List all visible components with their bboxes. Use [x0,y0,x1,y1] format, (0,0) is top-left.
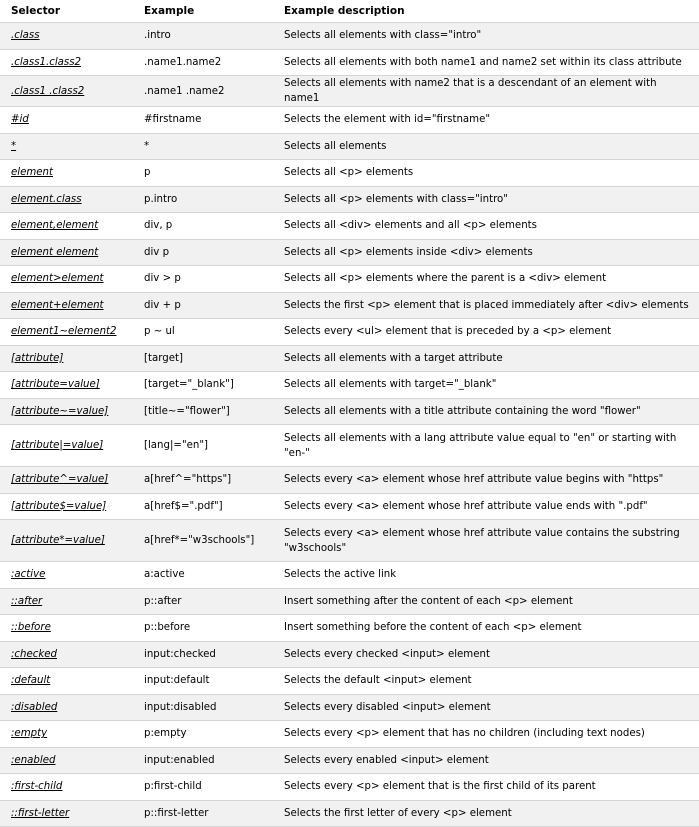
description-cell: Selects every <ul> element that is preceded by a <p> element [273,319,699,346]
description-cell: Selects every <a> element whose href attribute value begins with "https" [273,467,699,494]
example-cell: input:disabled [133,694,273,721]
description-cell: Insert something after the content of each <p> element [273,588,699,615]
selector-link[interactable]: .class [0,23,133,50]
example-cell: div, p [133,213,273,240]
selector-link[interactable]: :disabled [0,694,133,721]
selector-link[interactable]: [attribute~=value] [0,398,133,425]
selector-link[interactable]: * [0,133,133,160]
example-cell: a:active [133,562,273,589]
example-cell: .intro [133,23,273,50]
selector-link[interactable]: ::after [0,588,133,615]
description-cell: Selects all <div> elements and all <p> elements [273,213,699,240]
example-cell: p.intro [133,186,273,213]
selector-link[interactable]: element1~element2 [0,319,133,346]
example-cell: div + p [133,292,273,319]
example-cell: p::after [133,588,273,615]
table-row [0,641,699,668]
description-cell: Selects every <a> element whose href attribute value contains the substring "w3schools" [273,520,699,562]
description-cell: Selects every <a> element whose href attribute value ends with ".pdf" [273,493,699,520]
description-cell: Selects the first <p> element that is placed immediately after <div> elements [273,292,699,319]
example-cell: a[href$=".pdf"] [133,493,273,520]
table-row [0,800,699,827]
description-cell: Selects all <p> elements inside <div> elements [273,239,699,266]
example-cell: a[href*="w3schools"] [133,520,273,562]
table-row [0,239,699,266]
table-row [0,493,699,520]
table-row [0,292,699,319]
table-row [0,160,699,187]
example-cell: [title~="flower"] [133,398,273,425]
selector-link[interactable]: element,element [0,213,133,240]
column-header-description: Example description [273,0,699,23]
selector-link[interactable]: [attribute=value] [0,372,133,399]
table-row [0,266,699,293]
table-row [0,345,699,372]
description-cell: Selects all elements with a lang attribute value equal to "en" or starting with "en-" [273,425,699,467]
table-row [0,372,699,399]
selector-link[interactable]: .class1.class2 [0,49,133,76]
column-header-selector: Selector [0,0,133,23]
table-row [0,186,699,213]
table-row [0,107,699,134]
selector-link[interactable]: [attribute^=value] [0,467,133,494]
description-cell: Selects the active link [273,562,699,589]
table-row [0,133,699,160]
description-cell: Selects all elements with name2 that is a descendant of an element with name1 [273,76,699,107]
selector-link[interactable]: element [0,160,133,187]
selector-link[interactable]: [attribute*=value] [0,520,133,562]
selector-link[interactable]: :enabled [0,747,133,774]
selector-link[interactable]: :first-child [0,774,133,801]
table-row [0,747,699,774]
example-cell: p:first-child [133,774,273,801]
example-cell: div > p [133,266,273,293]
description-cell: Selects all elements [273,133,699,160]
table-row [0,23,699,50]
description-cell: Selects the default <input> element [273,668,699,695]
table-row [0,425,699,467]
description-cell: Insert something before the content of each <p> element [273,615,699,642]
example-cell: p::before [133,615,273,642]
table-row [0,49,699,76]
example-cell: [lang|="en"] [133,425,273,467]
selector-link[interactable]: :active [0,562,133,589]
selector-link[interactable]: [attribute] [0,345,133,372]
example-cell: p [133,160,273,187]
example-cell: [target] [133,345,273,372]
table-row [0,668,699,695]
table-row [0,721,699,748]
selector-link[interactable]: #id [0,107,133,134]
description-cell: Selects all elements with a title attribute containing the word "flower" [273,398,699,425]
table-row [0,213,699,240]
column-header-example: Example [133,0,273,23]
selector-link[interactable]: :checked [0,641,133,668]
table-row [0,398,699,425]
example-cell: [target="_blank"] [133,372,273,399]
description-cell: Selects all elements with target="_blank" [273,372,699,399]
example-cell: a[href^="https"] [133,467,273,494]
table-row [0,774,699,801]
example-cell: #firstname [133,107,273,134]
example-cell: p:empty [133,721,273,748]
description-cell: Selects all elements with class="intro" [273,23,699,50]
selector-link[interactable]: [attribute|=value] [0,425,133,467]
selector-link[interactable]: ::first-letter [0,800,133,827]
description-cell: Selects all <p> elements [273,160,699,187]
description-cell: Selects every <p> element that is the first child of its parent [273,774,699,801]
description-cell: Selects all elements with both name1 and name2 set within its class attribute [273,49,699,76]
table-row [0,615,699,642]
table-row [0,319,699,346]
selector-link[interactable]: element element [0,239,133,266]
table-row [0,467,699,494]
description-cell: Selects all <p> elements with class="intro" [273,186,699,213]
table-row [0,588,699,615]
example-cell: input:enabled [133,747,273,774]
description-cell: Selects every <p> element that has no children (including text nodes) [273,721,699,748]
description-cell: Selects every checked <input> element [273,641,699,668]
description-cell: Selects the first letter of every <p> element [273,800,699,827]
example-cell: input:default [133,668,273,695]
description-cell: Selects every disabled <input> element [273,694,699,721]
description-cell: Selects the element with id="firstname" [273,107,699,134]
table-row [0,562,699,589]
example-cell: .name1 .name2 [133,76,273,107]
selector-link[interactable]: element>element [0,266,133,293]
example-cell: * [133,133,273,160]
selector-link[interactable]: ::before [0,615,133,642]
selector-link[interactable]: :default [0,668,133,695]
selector-link[interactable]: .class1 .class2 [0,76,133,107]
example-cell: input:checked [133,641,273,668]
description-cell: Selects every enabled <input> element [273,747,699,774]
description-cell: Selects all <p> elements where the parent is a <div> element [273,266,699,293]
example-cell: p ~ ul [133,319,273,346]
table-header-row [0,0,699,23]
table-row [0,520,699,562]
description-cell: Selects all elements with a target attribute [273,345,699,372]
selector-link[interactable]: :empty [0,721,133,748]
example-cell: .name1.name2 [133,49,273,76]
selector-link[interactable]: element+element [0,292,133,319]
selector-link[interactable]: element.class [0,186,133,213]
example-cell: p::first-letter [133,800,273,827]
selector-link[interactable]: [attribute$=value] [0,493,133,520]
table-row [0,694,699,721]
table-row [0,76,699,107]
example-cell: div p [133,239,273,266]
